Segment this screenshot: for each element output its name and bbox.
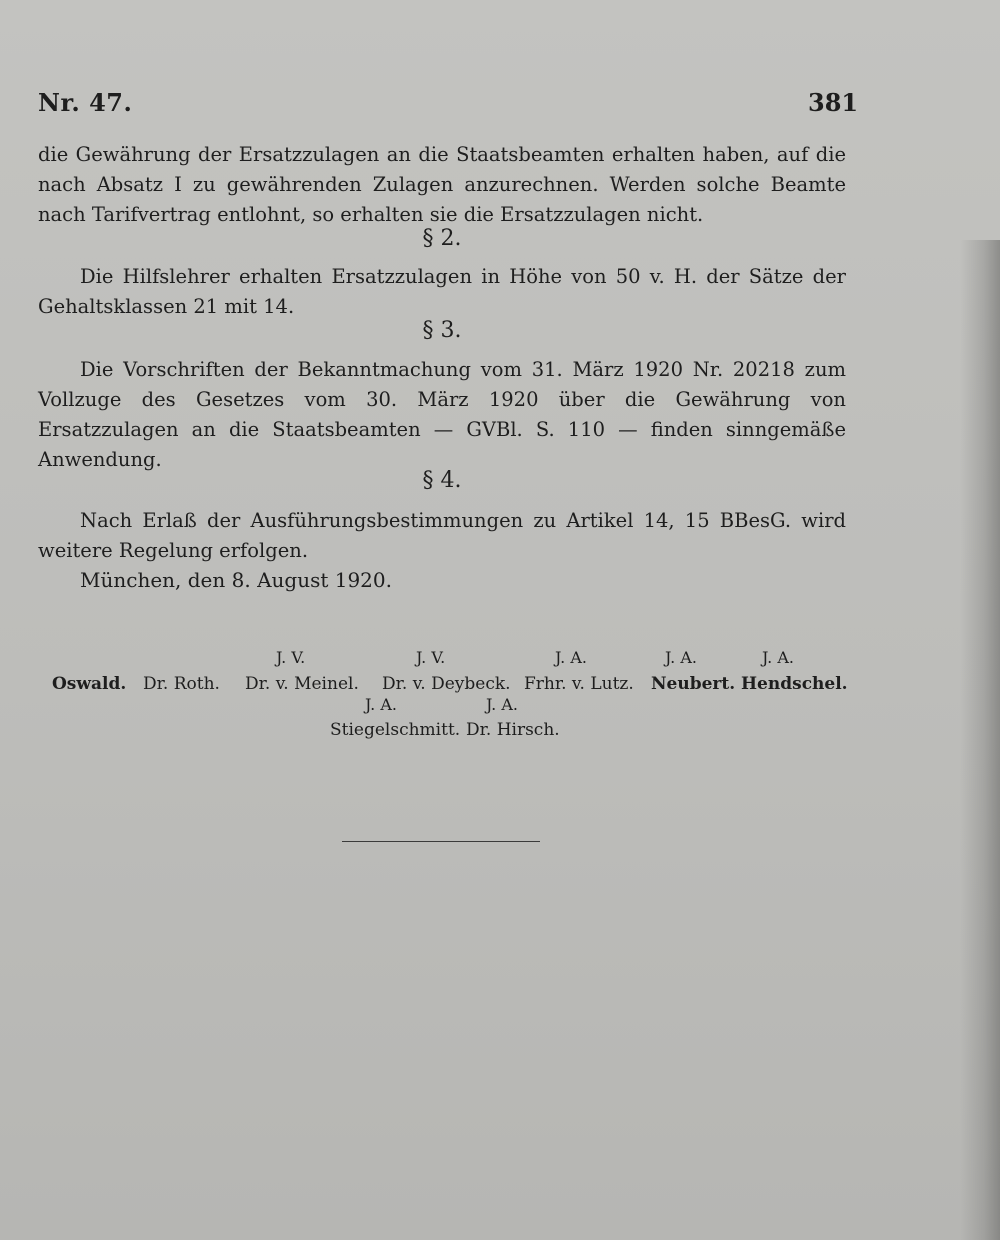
role-meinel: J. V. [416, 648, 446, 667]
section-3-title: § 3. [422, 318, 462, 343]
page-number: 381 [808, 88, 859, 117]
signature-stiegelschmitt: Stiegelschmitt. [330, 720, 461, 740]
signature-oswald: Oswald. [52, 674, 127, 694]
signature-hirsch: Dr. Hirsch. [466, 720, 560, 740]
section-4-text: Nach Erlaß der Ausführungsbestimmungen zu Artikel 14, 15 BBesG. wird weitere Regelung erfolgen. [38, 509, 846, 562]
role-hendschel: J. A. [762, 648, 794, 667]
signature-roth: Dr. Roth. [143, 674, 220, 694]
signature-hendschel: Hendschel. [741, 674, 848, 694]
role-roth: J. V. [276, 648, 306, 667]
section-4-title: § 4. [422, 468, 462, 493]
closing-rule [342, 841, 540, 842]
section-2-text: Die Hilfslehrer erhalten Ersatzzulagen in Höhe von 50 v. H. der Sätze der Gehaltsklassen 21 mit 14. [38, 265, 846, 318]
place-date: München, den 8. August 1920. [80, 568, 392, 592]
signature-lutz: Frhr. v. Lutz. [524, 674, 634, 694]
section-3-text: Die Vorschriften der Bekanntmachung vom 31. März 1920 Nr. 20218 zum Vollzuge des Gesetzes vom 30. März 1920 über die Gewährung von Ersatzzulagen an die Staatsbeamten — GVBl. S. 110 — finden sinngemäße Anwendung. [38, 358, 846, 471]
paragraph-continuation: die Gewährung der Ersatzzulagen an die Staatsbeamten erhalten haben, auf die nach Absatz I zu gewährenden Zulagen anzurechnen. Werden solche Beamte nach Tarifvertrag entlohnt, so erhalten sie die Ersatzzulagen nicht. [38, 143, 846, 226]
role-neubert: J. A. [665, 648, 697, 667]
section-2-title: § 2. [422, 226, 462, 251]
issue-number: Nr. 47. [38, 88, 133, 117]
role-lutz: J. A. [555, 648, 587, 667]
signature-neubert: Neubert. [651, 674, 736, 694]
role-stiegelschmitt: J. A. [365, 695, 397, 714]
signature-deybeck: Dr. v. Deybeck. [382, 674, 511, 694]
page-edge [960, 240, 1000, 1240]
role-hirsch: J. A. [486, 695, 518, 714]
signature-meinel: Dr. v. Meinel. [245, 674, 359, 694]
